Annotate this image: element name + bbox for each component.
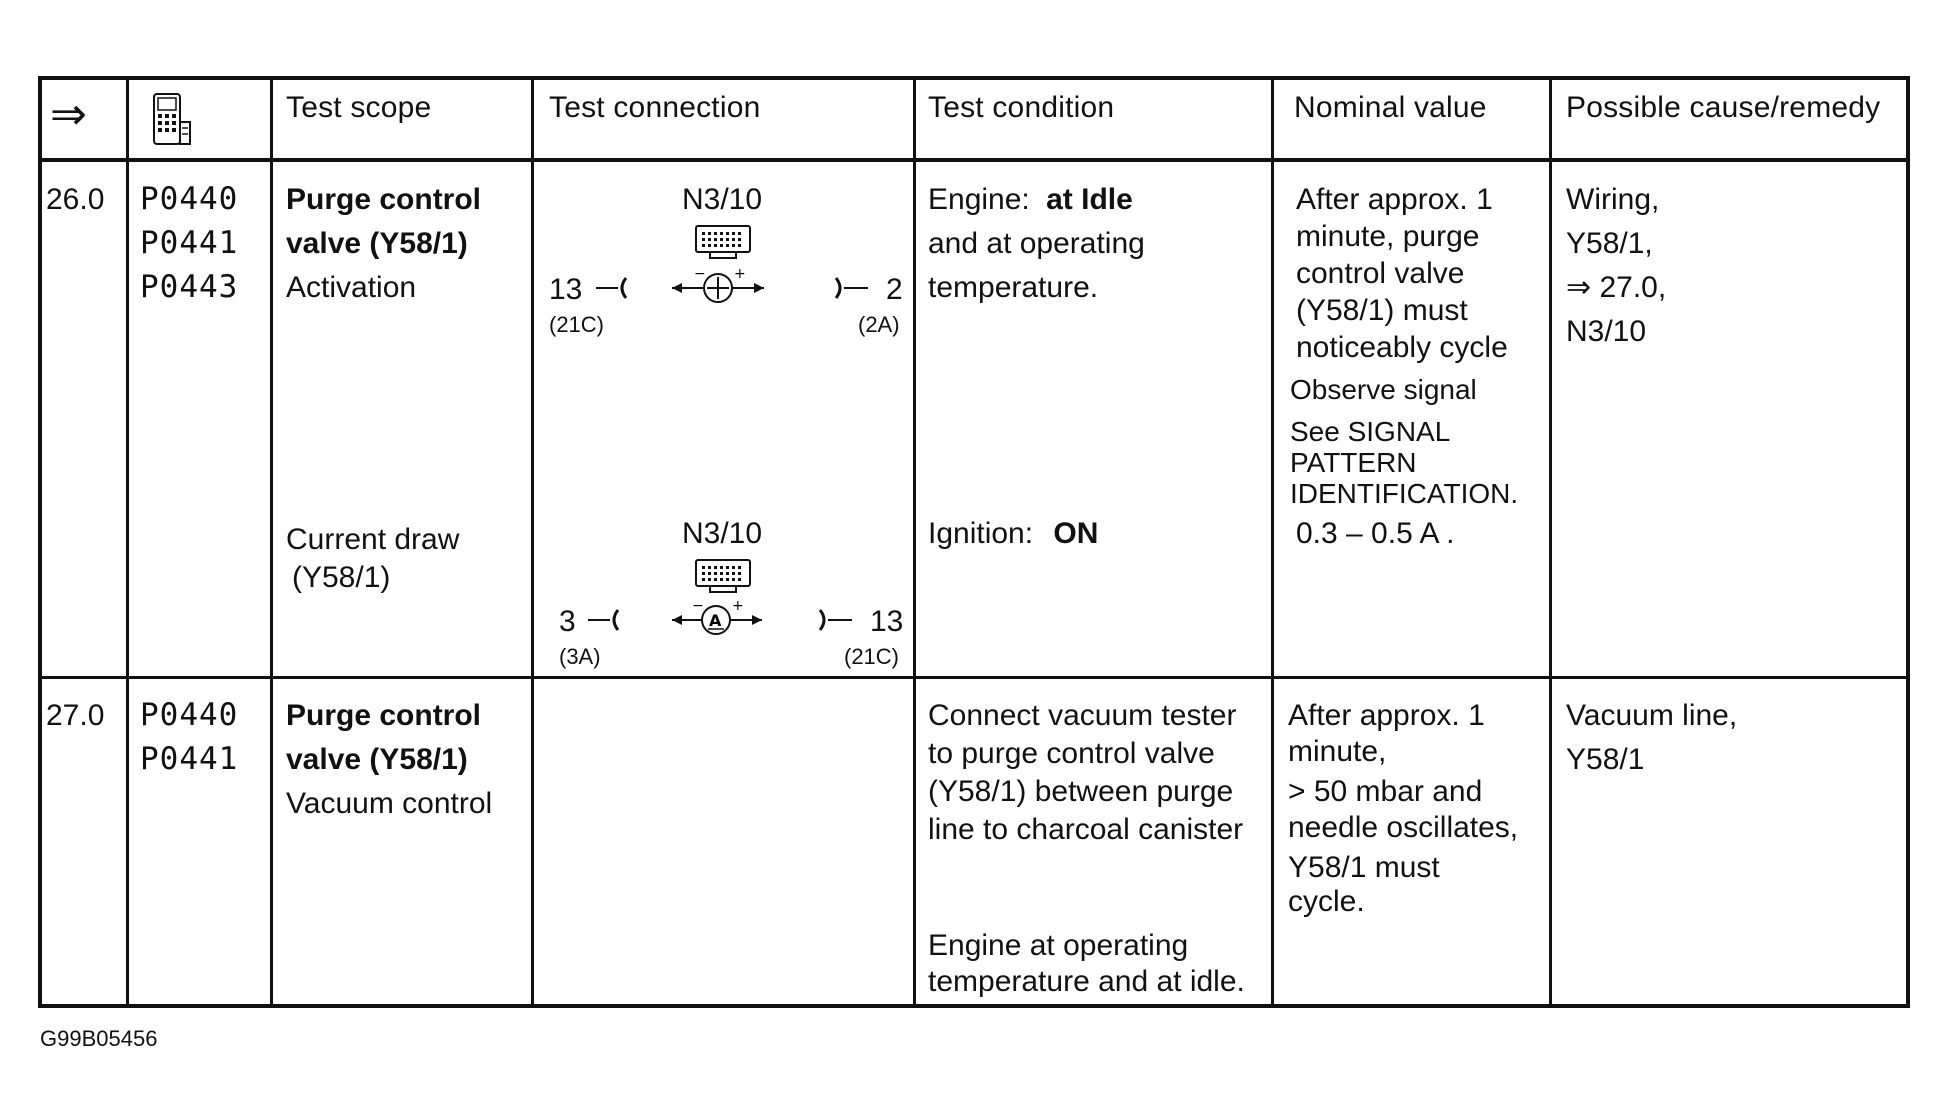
pin-label: 2 xyxy=(886,273,903,306)
pin-label: 13 xyxy=(870,605,904,638)
scope-title: Purge control xyxy=(286,183,482,216)
nominal-text: After approx. 1 xyxy=(1296,183,1493,216)
scope-current-draw: Current draw xyxy=(286,523,460,556)
condition-label: Engine: xyxy=(928,183,1030,216)
condition-text: temperature and at idle. xyxy=(928,965,1245,998)
header-nominal-value: Nominal value xyxy=(1294,91,1487,124)
cause-text: Wiring, xyxy=(1566,183,1660,216)
scope-current-draw: (Y58/1) xyxy=(292,561,391,594)
condition-ignition xyxy=(928,516,1098,552)
nominal-text: Y58/1 must xyxy=(1288,851,1440,884)
scope-title: valve (Y58/1) xyxy=(286,227,468,260)
col-divider-5 xyxy=(1271,76,1274,1008)
figure-code: G99B05456 xyxy=(40,1026,158,1051)
condition-text: line to charcoal canister xyxy=(928,813,1244,846)
svg-text:+: + xyxy=(734,268,746,282)
svg-text:−: − xyxy=(692,600,704,614)
nominal-text: After approx. 1 xyxy=(1288,699,1485,732)
connector-label: N3/10 xyxy=(682,517,763,550)
nominal-text: (Y58/1) must xyxy=(1296,294,1468,327)
cause-link[interactable]: ⇒ 27.0, xyxy=(1566,271,1667,304)
connector-label: N3/10 xyxy=(682,183,763,216)
header-divider xyxy=(38,158,1910,162)
signal-reference: See SIGNAL xyxy=(1290,416,1451,447)
tester-icon xyxy=(150,92,194,148)
header-test-connection: Test connection xyxy=(549,91,761,124)
scope-subtitle: Activation xyxy=(286,271,417,304)
nominal-text: minute, purge xyxy=(1296,220,1480,253)
condition-text: and at operating xyxy=(928,227,1145,260)
svg-text:+: + xyxy=(732,600,744,614)
condition-value: ON xyxy=(1053,517,1099,550)
condition-value: at Idle xyxy=(1046,183,1133,216)
fault-code: P0441 xyxy=(140,225,239,261)
fault-code: P0441 xyxy=(140,741,239,777)
nominal-text: cycle. xyxy=(1288,885,1365,918)
svg-text:A: A xyxy=(709,611,722,630)
ammeter-lead-icon xyxy=(584,600,868,640)
observe-signal: Observe signal xyxy=(1290,374,1477,405)
row-divider xyxy=(38,676,1910,679)
nominal-text: noticeably cycle xyxy=(1296,331,1508,364)
scope-title: Purge control xyxy=(286,699,482,732)
connector-icon xyxy=(690,556,756,596)
pin-sublabel: (21C) xyxy=(844,644,900,669)
header-possible-cause: Possible cause/remedy xyxy=(1566,91,1881,124)
condition-text: Connect vacuum tester xyxy=(928,699,1237,732)
connector-icon xyxy=(690,222,756,262)
condition-engine xyxy=(928,182,1133,218)
cause-text: N3/10 xyxy=(1566,315,1647,348)
signal-reference: IDENTIFICATION. xyxy=(1290,478,1519,509)
pin-sublabel: (3A) xyxy=(559,644,601,669)
condition-text: to purge control valve xyxy=(928,737,1215,770)
cause-text: Vacuum line, xyxy=(1566,699,1738,732)
cause-text: Y58/1, xyxy=(1566,227,1653,260)
svg-text:−: − xyxy=(694,268,706,282)
nominal-text: control valve xyxy=(1296,257,1465,290)
col-divider-4 xyxy=(913,76,916,1008)
pin-label: 3 xyxy=(559,605,576,638)
nominal-text: minute, xyxy=(1288,735,1387,768)
condition-label: Ignition: xyxy=(928,517,1034,550)
condition-text: (Y58/1) between purge xyxy=(928,775,1234,808)
nominal-text: needle oscillates, xyxy=(1288,811,1519,844)
condition-text: temperature. xyxy=(928,271,1099,304)
current-value: 0.3 – 0.5 A . xyxy=(1296,517,1455,550)
scope-subtitle: Vacuum control xyxy=(286,787,493,820)
fault-code: P0443 xyxy=(140,269,239,305)
pin-label: 13 xyxy=(549,273,583,306)
col-divider-1 xyxy=(126,76,129,1008)
step-number: 27.0 xyxy=(46,699,105,732)
col-divider-3 xyxy=(531,76,534,1008)
header-test-scope: Test scope xyxy=(286,91,432,124)
condition-text: Engine at operating xyxy=(928,929,1189,962)
pin-sublabel: (21C) xyxy=(549,312,605,337)
step-number: 26.0 xyxy=(46,183,105,216)
col-divider-2 xyxy=(270,76,273,1008)
fault-code: P0440 xyxy=(140,181,239,217)
col-divider-6 xyxy=(1549,76,1552,1008)
cause-text: Y58/1 xyxy=(1566,743,1645,776)
signal-reference: PATTERN xyxy=(1290,447,1417,478)
arrow-right-icon: ⇒ xyxy=(50,90,87,139)
nominal-text: > 50 mbar and xyxy=(1288,775,1483,808)
test-lead-icon xyxy=(592,268,876,308)
scope-title: valve (Y58/1) xyxy=(286,743,468,776)
fault-code: P0440 xyxy=(140,697,239,733)
header-test-condition: Test condition xyxy=(928,91,1115,124)
pin-sublabel: (2A) xyxy=(858,312,900,337)
